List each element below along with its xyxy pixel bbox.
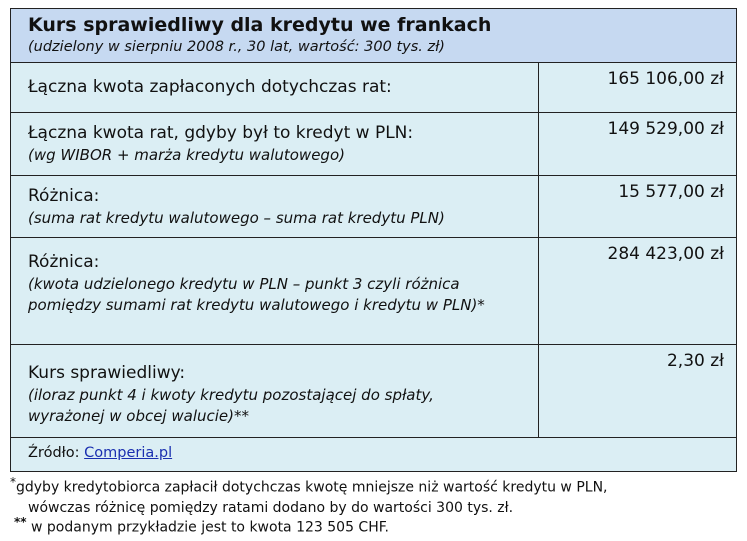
- row-value: 15 577,00 zł: [618, 182, 724, 202]
- table-title: Kurs sprawiedliwy dla kredytu we frankach: [28, 14, 492, 36]
- fair-rate-table: [10, 8, 737, 472]
- row-note: (suma rat kredytu walutowego – suma rat kredytu PLN): [28, 209, 445, 227]
- footnote-2: ** w podanym przykładzie jest to kwota 123 505 CHF.: [14, 515, 389, 536]
- row-note: (kwota udzielonego kredytu w PLN – punkt 3 czyli różnica pomiędzy sumami rat kredytu walutowego i kredytu w PLN)*: [28, 275, 485, 314]
- row-label: Kurs sprawiedliwy:: [28, 363, 186, 383]
- table-row: [11, 176, 736, 238]
- table-row: [11, 238, 736, 345]
- source-row: [11, 438, 736, 471]
- source-label: Źródło:: [28, 445, 80, 461]
- row-value: 149 529,00 zł: [607, 119, 724, 139]
- source-link[interactable]: Comperia.pl: [84, 445, 173, 461]
- table-row: [11, 345, 736, 438]
- footnote-1: *gdyby kredytobiorca zapłacił dotychczas kwotę mniejsze niż wartość kredytu w PLN, wówczas różnicę pomiędzy ratami dodano by do wartości 300 tys. zł.: [10, 475, 608, 516]
- row-value: 2,30 zł: [666, 351, 724, 371]
- table-row: [11, 113, 736, 176]
- row-label: Łączna kwota zapłaconych dotychczas rat:: [28, 77, 392, 97]
- table-row: [11, 63, 736, 113]
- row-note: (wg WIBOR + marża kredytu walutowego): [28, 146, 345, 164]
- table-header: [11, 9, 736, 63]
- row-value: 165 106,00 zł: [607, 69, 724, 89]
- row-label: Łączna kwota rat, gdyby był to kredyt w PLN:: [28, 123, 414, 143]
- row-note: (iloraz punkt 4 i kwoty kredytu pozostającej do spłaty, wyrażonej w obcej walucie)**: [28, 386, 434, 425]
- row-label: Różnica:: [28, 252, 100, 272]
- row-label: Różnica:: [28, 186, 100, 206]
- table-subtitle: (udzielony w sierpniu 2008 r., 30 lat, wartość: 300 tys. zł): [28, 39, 445, 55]
- row-value: 284 423,00 zł: [607, 244, 724, 264]
